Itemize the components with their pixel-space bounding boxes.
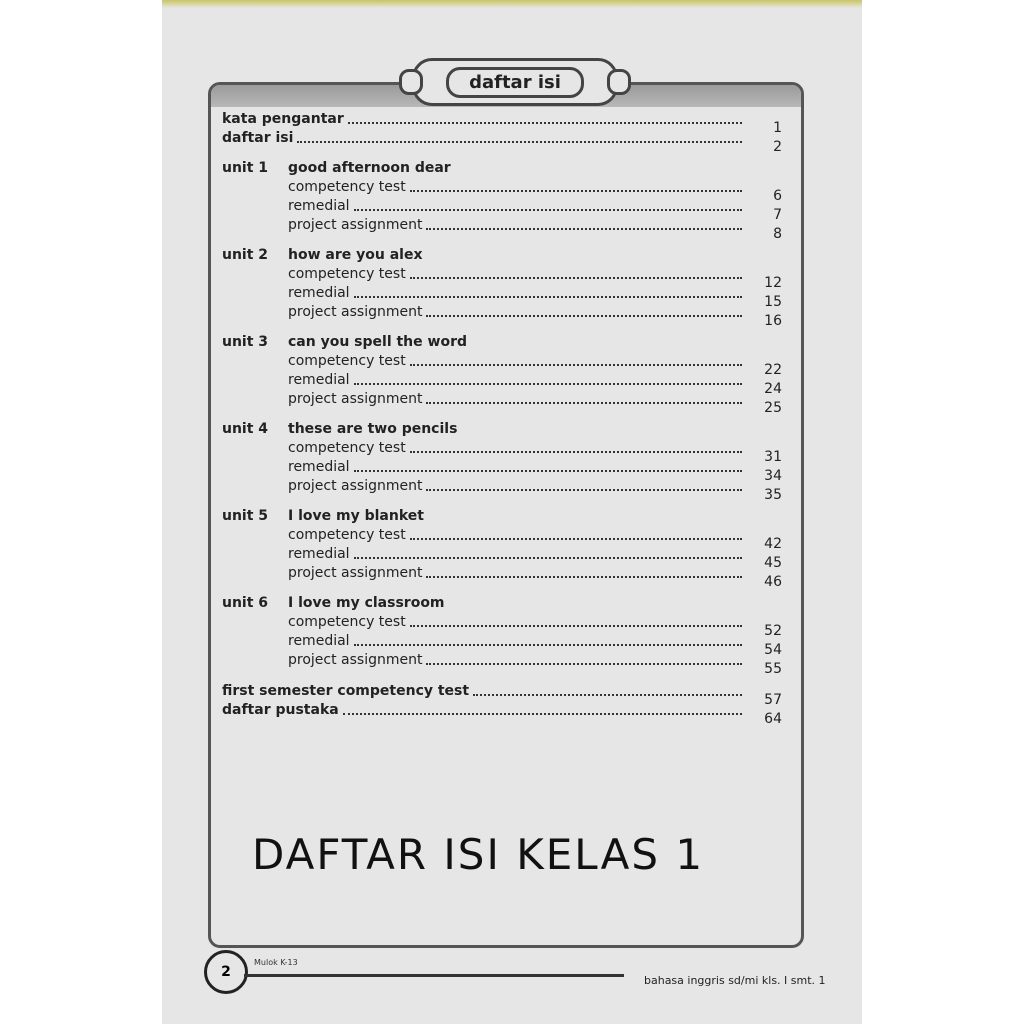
unit-item-page: 15 [764,294,782,310]
dot-leader [426,228,742,230]
toc-entry [222,651,782,677]
toc-entry [222,632,782,658]
unit-item-page: 34 [764,468,782,484]
dot-leader [343,713,742,715]
unit-heading [222,419,782,439]
unit-item-label: remedial [288,285,350,301]
unit-number: unit 2 [222,247,269,263]
unit-heading [222,245,782,265]
toc-entry [222,129,782,155]
unit-title: can you spell the word [288,334,467,350]
unit-item-page: 6 [773,188,782,204]
dot-leader [354,209,742,211]
toc-entry [222,439,782,465]
unit-heading [222,332,782,352]
unit-item-page: 35 [764,487,782,503]
dot-leader [410,364,742,366]
toc-entry [222,526,782,552]
unit-title: good afternoon dear [288,160,451,176]
dot-leader [354,644,742,646]
unit-heading [222,593,782,613]
tab-ear-right [607,69,631,95]
page-top-edge [162,0,862,8]
dot-leader [354,470,742,472]
unit-item-label: competency test [288,614,406,630]
unit-item-page: 42 [764,536,782,552]
toc-entry [222,216,782,242]
toc-entry [222,352,782,378]
unit-title: how are you alex [288,247,423,263]
dot-leader [297,141,742,143]
unit-number: unit 6 [222,595,269,611]
unit-item-label: competency test [288,266,406,282]
unit-item-page: 31 [764,449,782,465]
toc-entry [222,178,782,204]
unit-item-page: 54 [764,642,782,658]
unit-item-page: 45 [764,555,782,571]
unit-item-label: competency test [288,440,406,456]
unit-item-label: project assignment [288,652,423,668]
unit-item-label: project assignment [288,217,423,233]
unit-item-label: remedial [288,633,350,649]
toc-entry [222,682,782,708]
unit-title: these are two pencils [288,421,458,437]
unit-number: unit 1 [222,160,269,176]
dot-leader [426,576,742,578]
page-footer [204,950,826,990]
unit-number: unit 3 [222,334,269,350]
toc-entry [222,197,782,223]
dot-leader [426,663,742,665]
dot-leader [410,190,742,192]
unit-item-label: competency test [288,353,406,369]
footer-rule [244,974,624,977]
toc-entry [222,303,782,329]
dot-leader [426,315,742,317]
toc-entry [222,371,782,397]
unit-item-label: remedial [288,198,350,214]
page-number: 2 [204,950,248,994]
unit-title: I love my blanket [288,508,424,524]
unit-item-label: project assignment [288,391,423,407]
toc-entry [222,564,782,590]
closing-entry-label: daftar pustaka [222,702,339,718]
closing-entry-page: 64 [764,711,782,727]
unit-item-label: remedial [288,372,350,388]
dot-leader [410,625,742,627]
dot-leader [354,383,742,385]
dot-leader [354,557,742,559]
unit-item-page: 16 [764,313,782,329]
unit-item-page: 52 [764,623,782,639]
intro-entry-label: kata pengantar [222,111,344,127]
dot-leader [426,402,742,404]
toc-entry [222,701,782,727]
dot-leader [473,694,742,696]
series-label: Mulok K-13 [254,958,298,967]
unit-item-label: project assignment [288,565,423,581]
closing-entry-label: first semester competency test [222,683,470,699]
unit-item-label: remedial [288,546,350,562]
dot-leader [354,296,742,298]
unit-title: I love my classroom [288,595,445,611]
dot-leader [348,122,742,124]
toc-entry [222,545,782,571]
unit-heading [222,506,782,526]
unit-item-page: 12 [764,275,782,291]
unit-item-label: competency test [288,527,406,543]
page-title: daftar isi [446,67,584,98]
toc-entry [222,390,782,416]
book-page [162,0,862,1024]
unit-item-label: remedial [288,459,350,475]
dot-leader [410,277,742,279]
toc-entry [222,110,782,136]
unit-item-page: 22 [764,362,782,378]
toc-entry [222,265,782,291]
unit-item-label: project assignment [288,304,423,320]
tab-ear-left [399,69,423,95]
unit-item-page: 8 [773,226,782,242]
unit-heading [222,158,782,178]
book-title: bahasa inggris sd/mi kls. I smt. 1 [644,974,826,987]
unit-item-page: 46 [764,574,782,590]
toc-entry [222,613,782,639]
toc-entry [222,284,782,310]
intro-entry-label: daftar isi [222,130,294,146]
unit-item-page: 7 [773,207,782,223]
table-of-contents [222,110,782,727]
unit-item-page: 25 [764,400,782,416]
toc-entry [222,477,782,503]
unit-number: unit 4 [222,421,269,437]
unit-item-page: 55 [764,661,782,677]
closing-entry-page: 57 [764,692,782,708]
title-tab [412,58,618,106]
overlay-caption: DAFTAR ISI KELAS 1 [252,830,705,879]
intro-entry-page: 2 [773,139,782,155]
unit-item-page: 24 [764,381,782,397]
dot-leader [410,538,742,540]
toc-entry [222,458,782,484]
unit-number: unit 5 [222,508,269,524]
intro-entry-page: 1 [773,120,782,136]
dot-leader [426,489,742,491]
unit-item-label: project assignment [288,478,423,494]
unit-item-label: competency test [288,179,406,195]
dot-leader [410,451,742,453]
